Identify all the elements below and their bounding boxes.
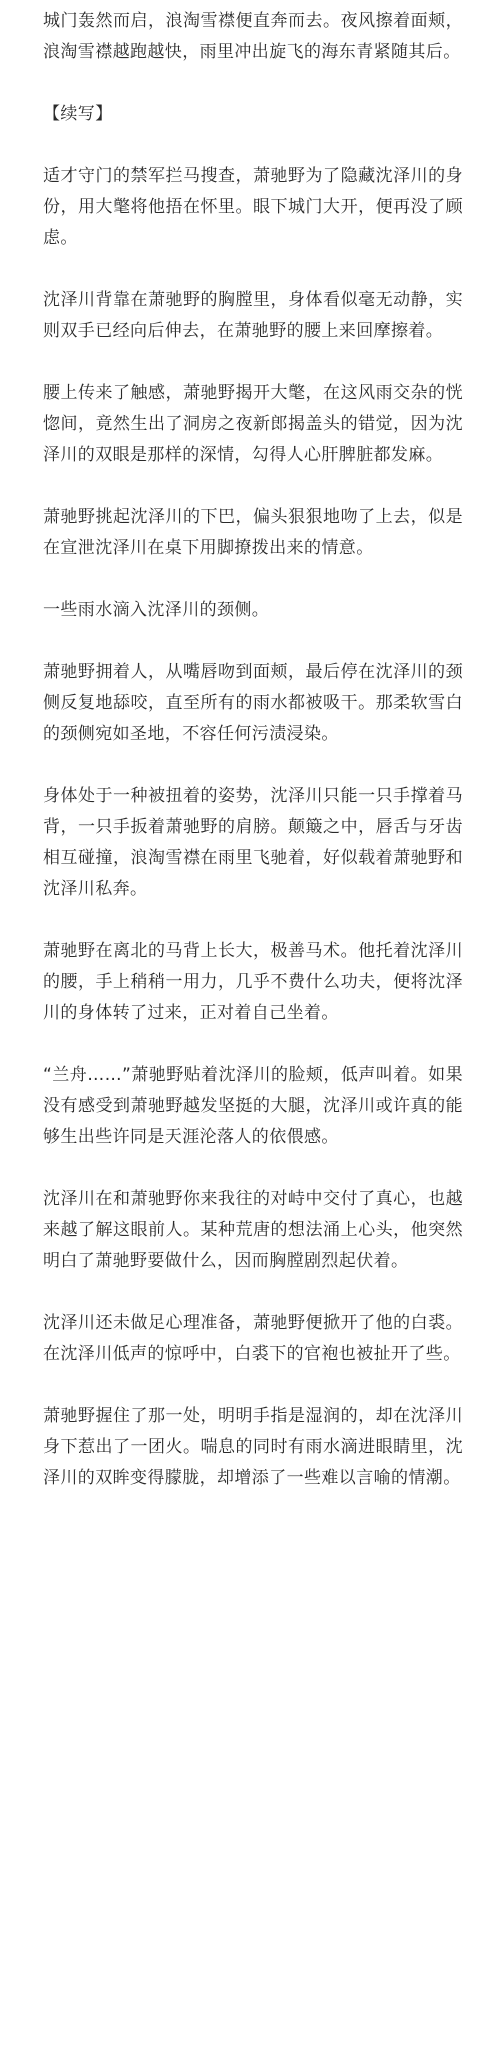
paragraph: 身体处于一种被扭着的姿势，沈泽川只能一只手撑着马背，一只手扳着萧驰野的肩膀。颠簸之中，唇舌与牙齿相互碰撞，浪淘雪襟在雨里飞驰着，好似载着萧驰野和沈泽川私奔。 — [43, 786, 463, 899]
paragraph: 一些雨水滴入沈泽川的颈侧。 — [43, 600, 270, 620]
paragraph: 沈泽川在和萧驰野你来我往的对峙中交付了真心，也越来越了解这眼前人。某种荒唐的想法涌上心头，他突然明白了萧驰野要做什么，因而胸膛剧烈起伏着。 — [43, 1189, 463, 1271]
paragraph: 萧驰野握住了那一处，明明手指是湿润的，却在沈泽川身下惹出了一团火。喘息的同时有雨水滴进眼睛里，沈泽川的双眸变得朦胧，却增添了一些难以言喻的情潮。 — [43, 1406, 463, 1488]
paragraph: “兰舟……”萧驰野贴着沈泽川的脸颊，低声叫着。如果没有感受到萧驰野越发坚挺的大腿，沈泽川或许真的能够生出些许同是天涯沦落人的依偎感。 — [43, 1065, 463, 1147]
paragraph: 萧驰野挑起沈泽川的下巴，偏头狠狠地吻了上去，似是在宣泄沈泽川在桌下用脚撩拨出来的情意。 — [43, 507, 463, 558]
paragraph: 沈泽川背靠在萧驰野的胸膛里，身体看似毫无动静，实则双手已经向后伸去，在萧驰野的腰上来回摩擦着。 — [43, 290, 463, 341]
article-body — [43, 6, 463, 1525]
paragraph: 萧驰野拥着人，从嘴唇吻到面颊，最后停在沈泽川的颈侧反复地舔咬，直至所有的雨水都被吸干。那柔软雪白的颈侧宛如圣地，不容任何污渍浸染。 — [43, 662, 463, 744]
section-heading: 【续写】 — [43, 104, 113, 124]
paragraph: 萧驰野在离北的马背上长大，极善马术。他托着沈泽川的腰，手上稍稍一用力，几乎不费什么功夫，便将沈泽川的身体转了过来，正对着自己坐着。 — [43, 941, 463, 1023]
paragraph: 沈泽川还未做足心理准备，萧驰野便掀开了他的白裘。在沈泽川低声的惊呼中，白裘下的官袍也被扯开了些。 — [43, 1313, 463, 1364]
paragraph: 城门轰然而启，浪淘雪襟便直奔而去。夜风擦着面颊，浪淘雪襟越跑越快，雨里冲出旋飞的海东青紧随其后。 — [43, 11, 463, 62]
paragraph: 腰上传来了触感，萧驰野揭开大氅，在这风雨交杂的恍惚间，竟然生出了洞房之夜新郎揭盖头的错觉，因为沈泽川的双眼是那样的深情，勾得人心肝脾脏都发麻。 — [43, 383, 463, 465]
paragraph: 适才守门的禁军拦马搜查，萧驰野为了隐藏沈泽川的身份，用大氅将他捂在怀里。眼下城门大开，便再没了顾虑。 — [43, 166, 463, 248]
